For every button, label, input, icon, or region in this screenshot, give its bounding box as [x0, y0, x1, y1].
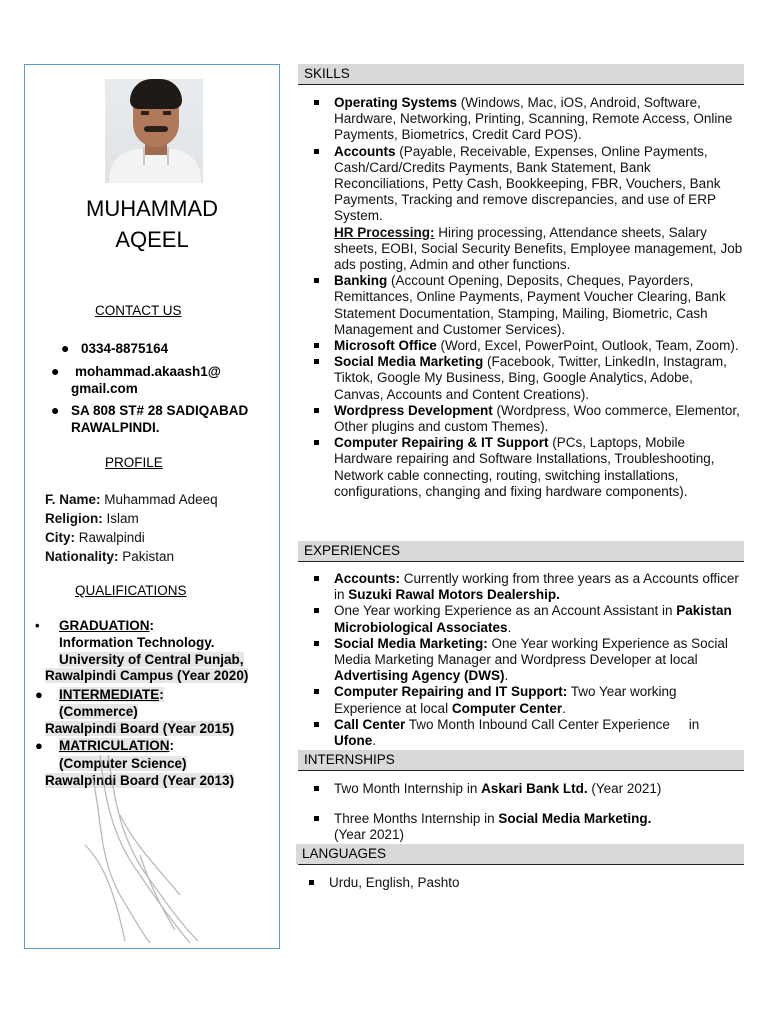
profile-label: Nationality: [45, 549, 119, 564]
qualification-title: GRADUATION [59, 618, 150, 633]
skill-item: Computer Repairing & IT Support (PCs, Laptops, Mobile Hardware repairing and Software Installations, Troubleshooting, Network cable connecting, routing, switching installations, configurations, changing and fixing hardware components). [334, 435, 744, 500]
language-item: Urdu, English, Pashto [329, 875, 739, 891]
bullet-icon: ● [35, 738, 43, 753]
contact-address [51, 402, 249, 436]
profile-label: F. Name: [45, 492, 101, 507]
qualification-matriculation: ● MATRICULATION: (Computer Science) [35, 738, 187, 771]
qualification-intermediate: ● INTERMEDIATE: (Commerce) [35, 687, 164, 719]
qualification-title: MATRICULATION [59, 738, 170, 753]
contact-email [51, 363, 221, 397]
skill-item: HR Processing: Hiring processing, Attendance sheets, Salary sheets, EOBI, Social Security Benefits, Employee management, Job ads posting, Admin and other functions. [334, 224, 743, 273]
qualification-intermediate-board [45, 720, 234, 737]
skill-item: Operating Systems (Windows, Mac, iOS, Android, Software, Hardware, Networking, Printing, Scanning, Remote Access, Online Payments, Biometrics, Credit Card POS). [334, 95, 744, 144]
profile-value: Muhammad Adeeq [100, 492, 218, 507]
experience-item: One Year working Experience as an Account Assistant in Pakistan Microbiological Associates. [334, 603, 744, 635]
bullet-icon: ● [61, 340, 70, 356]
experience-item: Call Center Two Month Inbound Call Center Experience in Ufone. [334, 717, 744, 749]
main-content [298, 64, 744, 964]
name-line-2: AQEEL [115, 227, 189, 252]
profile-city [45, 528, 145, 547]
qualification-line: Rawalpindi Campus (Year 2020) [45, 668, 249, 683]
sidebar [24, 64, 280, 949]
qualification-line: (Commerce) [59, 704, 138, 719]
decorative-sketch [80, 755, 220, 945]
experience-item: Accounts: Currently working from three years as a Accounts officer in Suzuki Rawal Motors Dealership. [334, 571, 744, 603]
qualification-line: Rawalpindi Board (Year 2013) [45, 773, 235, 788]
qualification-line: Rawalpindi Board (Year 2015) [45, 721, 235, 736]
divider [298, 864, 744, 865]
bullet-icon: ● [35, 687, 43, 702]
contact-heading: CONTACT US [95, 303, 182, 318]
qualification-line: University of Central Punjab, [59, 652, 244, 667]
bullet-icon: ● [51, 402, 60, 418]
internships-list [334, 781, 744, 844]
profile-value: Islam [102, 511, 139, 526]
qualification-graduation-campus [45, 667, 248, 684]
phone-text: 0334-8875164 [81, 341, 169, 356]
address-line-1: SA 808 ST# 28 SADIQABAD [71, 403, 249, 418]
experiences-list [334, 571, 744, 749]
full-name [25, 193, 279, 255]
bullet-icon: • [35, 618, 40, 633]
profile-nationality [45, 547, 174, 566]
internship-item: Three Months Internship in Social Media Marketing. (Year 2021) [334, 811, 744, 843]
divider [298, 84, 744, 85]
skills-list [334, 95, 744, 500]
profile-heading: PROFILE [105, 455, 163, 470]
profile-photo [105, 79, 203, 183]
qualification-line: (Computer Science) [59, 756, 187, 771]
profile-label: Religion: [45, 511, 103, 526]
divider [298, 770, 744, 771]
qualifications-heading: QUALIFICATIONS [75, 583, 187, 598]
skill-item: Microsoft Office (Word, Excel, PowerPoint, Outlook, Team, Zoom). [334, 338, 744, 354]
profile-religion [45, 509, 139, 528]
skill-item: Accounts (Payable, Receivable, Expenses, Online Payments, Cash/Card/Credits Payments, Bank Statement, Bank Reconciliations, Petty Cash, Bookkeeping, FBR, Vouchers, Bank Payments, Tracking and remove discrepancies, and use of ERP System. [334, 144, 744, 225]
bullet-icon: ● [51, 363, 60, 379]
email-line-2: gmail.com [71, 381, 138, 396]
profile-label: City: [45, 530, 75, 545]
divider [298, 561, 744, 562]
profile-value: Pakistan [118, 549, 175, 564]
experience-item: Social Media Marketing: One Year working Experience as Social Media Marketing Manager and Wordpress Developer at local Advertising Agency (DWS). [334, 636, 744, 685]
name-line-1: MUHAMMAD [86, 196, 218, 221]
qualification-graduation: • GRADUATION: Information Technology. University of Central Punjab, [35, 618, 244, 667]
internship-item: Two Month Internship in Askari Bank Ltd. (Year 2021) [334, 781, 744, 797]
skill-item: Banking (Account Opening, Deposits, Cheques, Payorders, Remittances, Online Payments, Payment Voucher Clearing, Bank Statement Documentation, Stamping, Mailing, Biometric, Cash Management and Customer Services). [334, 273, 744, 338]
contact-phone [61, 340, 169, 357]
email-line-1: mohammad.akaash1@ [75, 364, 221, 379]
profile-fname [45, 490, 218, 509]
languages-heading: LANGUAGES [296, 844, 744, 864]
qualification-line: Information Technology. [59, 635, 215, 650]
qualification-title: INTERMEDIATE [59, 687, 160, 702]
address-line-2: RAWALPINDI. [71, 420, 160, 435]
internships-heading: INTERNSHIPS [298, 750, 744, 770]
skill-item: Wordpress Development (Wordpress, Woo commerce, Elementor, Other plugins and custom Themes). [334, 403, 744, 435]
experience-item: Computer Repairing and IT Support: Two Year working Experience at local Computer Center. [334, 684, 744, 716]
languages-list [329, 875, 739, 891]
experiences-heading: EXPERIENCES [298, 541, 744, 561]
skills-heading: SKILLS [298, 64, 744, 84]
profile-value: Rawalpindi [75, 530, 145, 545]
skill-item: Social Media Marketing (Facebook, Twitter, LinkedIn, Instagram, Tiktok, Google My Business, Bing, Google Analytics, Adobe, Canvas, Accounts and Content Creations). [334, 354, 744, 403]
